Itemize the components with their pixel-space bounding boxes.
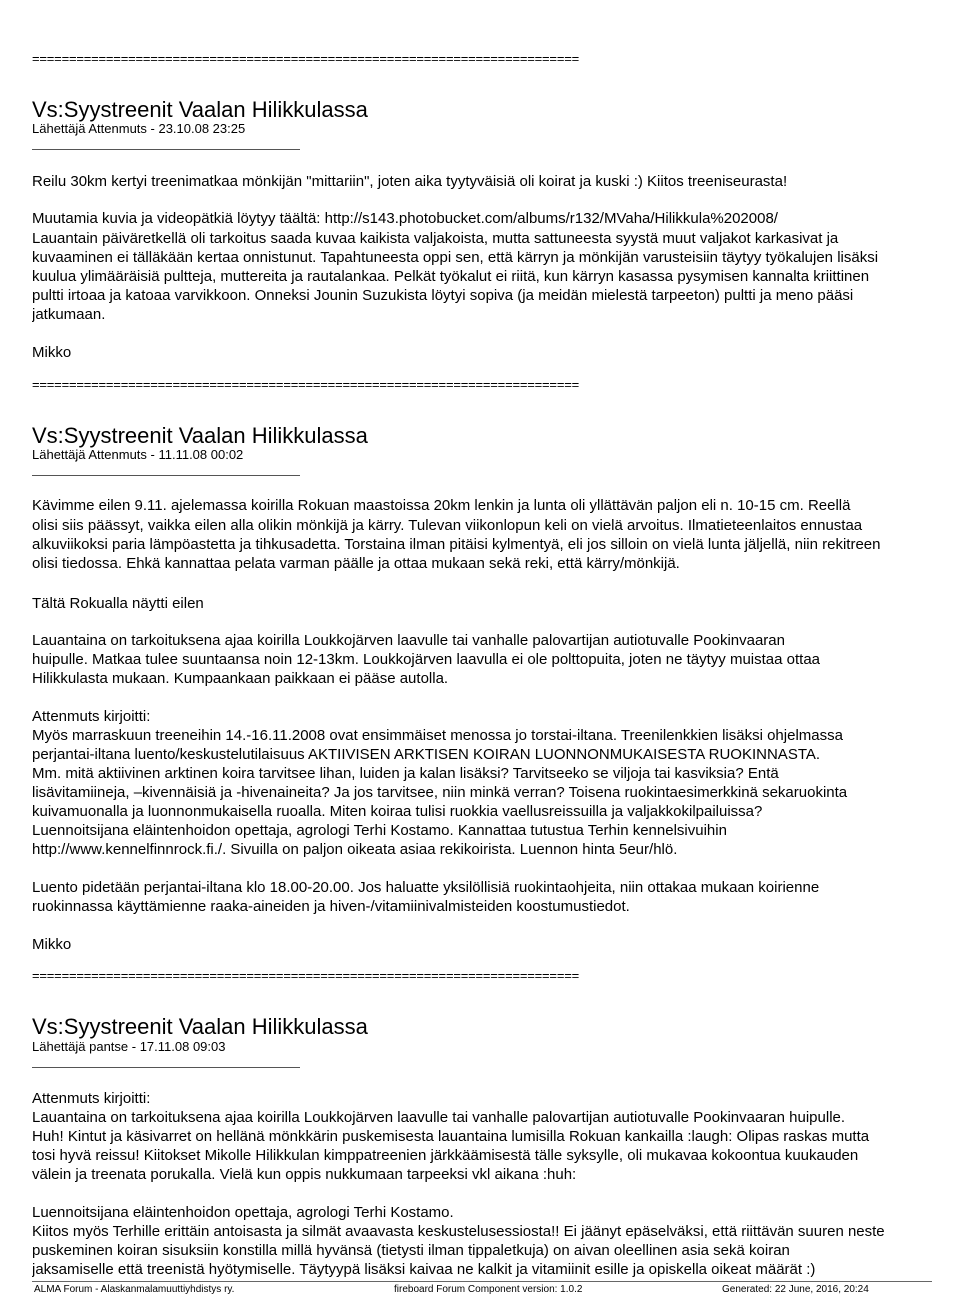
post-line: olisi siis päässyt, vaikka eilen alla olikin mönkijä ja kärry. Tulevan viikonlopun keli on vielä arvoitus. Ilmatieteenlaitos ennustaa bbox=[32, 517, 863, 534]
post-line: välein ja treenata porukalla. Vielä kun oppis nukkumaan tarpeeksi vkl aikana :huh: bbox=[32, 1166, 577, 1183]
post-line: lisävitamiineja, –kivennäisiä ja -hivenaineita? Ja jos tarvitsee, niin minkä verran? Toisena ruokintaesimerkkinä sekaruokinta bbox=[32, 784, 848, 801]
post-line: Muutamia kuvia ja videopätkiä löytyy täältä: http://s143.photobucket.com/albums/r132/MVaha/Hilikkula%202008/ bbox=[32, 210, 778, 227]
post-meta: Lähettäjä Attenmuts - 23.10.08 23:25 bbox=[32, 121, 246, 136]
post-line: Luennoitsijana eläintenhoidon opettaja, agrologi Terhi Kostamo. Kannattaa tutustua Terhin kennelsivuihin bbox=[32, 822, 727, 839]
post-line: alkuviikoksi paria lämpöastetta ja tihkusadetta. Torstaina ilman pitäisi kylmentyä, eli jos silloin on vielä lunta jäljellä, niin rekitreen bbox=[32, 536, 881, 553]
post-line: Myös marraskuun treeneihin 14.-16.11.2008 ovat ensimmäiset menossa jo torstai-iltana. Treenilenkkien lisäksi ohjelmassa bbox=[32, 727, 843, 744]
post-line: Luennoitsijana eläintenhoidon opettaja, agrologi Terhi Kostamo. bbox=[32, 1204, 454, 1221]
post-divider bbox=[32, 475, 300, 476]
post-line: pultti irtoaa ja katoaa varvikkoon. Onneksi Jounin Suzukista löytyi sopiva (ja meidän mielestä tarpeeton) pultti ja meno pääsi bbox=[32, 287, 854, 304]
post-line: Mm. mitä aktiivinen arktinen koira tarvitsee lihan, luiden ja kalan lisäksi? Tarvitseeko se viljoja tai kasviksia? Entä bbox=[32, 765, 779, 782]
footer-divider bbox=[32, 1281, 932, 1282]
post-line: http://www.kennelfinnrock.fi./. Sivuilla on paljon oikeata asiaa rekikoirista. Luennon hinta 5eur/hlö. bbox=[32, 841, 678, 858]
post-line: Reilu 30km kertyi treenimatkaa mönkijän "mittariin", joten aika tyytyväisiä oli koirat ja kuski :) Kiitos treeniseurasta! bbox=[32, 173, 788, 190]
post-signature: Mikko bbox=[32, 936, 72, 953]
quote-header: Attenmuts kirjoitti: bbox=[32, 708, 151, 725]
post-signature: Mikko bbox=[32, 344, 72, 361]
post-divider bbox=[32, 149, 300, 150]
separator-line: ========================================================================== bbox=[32, 968, 579, 983]
post-meta: Lähettäjä pantse - 17.11.08 09:03 bbox=[32, 1039, 226, 1054]
post-line: jatkumaan. bbox=[32, 306, 106, 323]
post-title: Vs:Syystreenit Vaalan Hilikkulassa bbox=[32, 97, 368, 122]
post-line: kuulua ylimääräisiä pultteja, muttereita ja rautalankaa. Pelkät työkalut ei riitä, kun kärryn kasassa pysymisen kannalta kriittinen bbox=[32, 268, 870, 285]
post-line: Kävimme eilen 9.11. ajelemassa koirilla Rokuan maastoissa 20km lenkin ja lunta oli yllättävän paljon eli n. 10-15 cm. Reellä bbox=[32, 497, 851, 514]
post-line: Lauantaina on tarkoituksena ajaa koirilla Loukkojärven laavulle tai vanhalle palovartijan autiotuvalle Pookinvaaran huipulle. bbox=[32, 1109, 846, 1126]
post-line: Lauantain päiväretkellä oli tarkoitus saada kuvaa kaikista valjakoista, mutta sattuneesta syystä muut valjakot karkasivat ja bbox=[32, 230, 839, 247]
post-line: Hilikkulasta mukaan. Kumpaankaan paikkaan ei pääse autolla. bbox=[32, 670, 449, 687]
post-line: ruokinnassa käyttämienne raaka-aineiden ja hiven-/vitamiinivalmisteiden koostumustiedot. bbox=[32, 898, 630, 915]
post-line: Kiitos myös Terhille erittäin antoisasta ja silmät avaavasta keskustelusessiosta!! Ei jäänyt epäselväksi, että riittävän suuren neste bbox=[32, 1223, 885, 1240]
post-line: puskeminen koiran sisuksiin konstilla millä hyvänsä (tietysti ilman tippaletkuja) on aivan oleellinen asia sekä koiran bbox=[32, 1242, 790, 1259]
post-line: Lauantaina on tarkoituksena ajaa koirilla Loukkojärven laavulle tai vanhalle palovartijan autiotuvalle Pookinvaaran bbox=[32, 632, 785, 649]
footer-site-name: ALMA Forum - Alaskanmalamuuttiyhdistys ry. bbox=[34, 1284, 235, 1295]
post-line: kuivamuonalla ja luonnonmukaisella ruoalla. Miten koiraa tulisi ruokkia vaellusreissuilla ja valjakkokilpailuissa? bbox=[32, 803, 763, 820]
post-meta: Lähettäjä Attenmuts - 11.11.08 00:02 bbox=[32, 447, 244, 462]
post-divider bbox=[32, 1067, 300, 1068]
post-line: jaksamiselle että treenistä hyötymiselle. Täytyypä lisäksi kaivaa ne kalkit ja vitamiinit esille ja opiskella oikeat määrät :) bbox=[32, 1261, 816, 1278]
post-line: tosi hyvä reissu! Kiitokset Mikolle Hilikkulan kimppatreenien järkkäämisestä tälle syksylle, oli mukavaa kokoontua kuukauden bbox=[32, 1147, 859, 1164]
separator-line: ========================================================================== bbox=[32, 51, 579, 66]
post-line: perjantai-iltana luento/keskustelutilaisuus AKTIIVISEN ARKTISEN KOIRAN LUONNONMUKAISESTA RUOKINNASTA. bbox=[32, 746, 821, 763]
post-line: kuvaaminen ei tälläkään kertaa onnistunut. Tapahtuneesta oppi sen, että kärryn ja mönkijän varusteisiin täytyy työkalujen lisäksi bbox=[32, 249, 879, 266]
post-line: Luento pidetään perjantai-iltana klo 18.00-20.00. Jos haluatte yksilöllisiä ruokintaohjeita, niin ottakaa mukaan koirienne bbox=[32, 879, 820, 896]
post-line: huipulle. Matkaa tulee suuntaansa noin 12-13km. Loukkojärven laavulla ei ole polttopuita, joten ne täytyy muistaa ottaa bbox=[32, 651, 820, 668]
post-title: Vs:Syystreenit Vaalan Hilikkulassa bbox=[32, 423, 368, 448]
footer-generated-date: Generated: 22 June, 2016, 20:24 bbox=[722, 1284, 869, 1295]
separator-line: ========================================================================== bbox=[32, 377, 579, 392]
footer-component-version: fireboard Forum Component version: 1.0.2 bbox=[394, 1284, 583, 1295]
post-line: olisi tiedossa. Ehkä kannattaa pelata varman päälle ja ottaa mukaan sekä reki, että kärry/mönkijä. bbox=[32, 555, 680, 572]
post-line: Huh! Kintut ja käsivarret on hellänä mönkkärin puskemisesta lauantaina lumisilla Rokuan kankailla :laugh: Olipas raskas mutta bbox=[32, 1128, 870, 1145]
quote-header: Attenmuts kirjoitti: bbox=[32, 1090, 151, 1107]
document-page bbox=[32, 0, 960, 1297]
post-line: Tältä Rokualla näytti eilen bbox=[32, 595, 204, 612]
post-title: Vs:Syystreenit Vaalan Hilikkulassa bbox=[32, 1014, 368, 1039]
